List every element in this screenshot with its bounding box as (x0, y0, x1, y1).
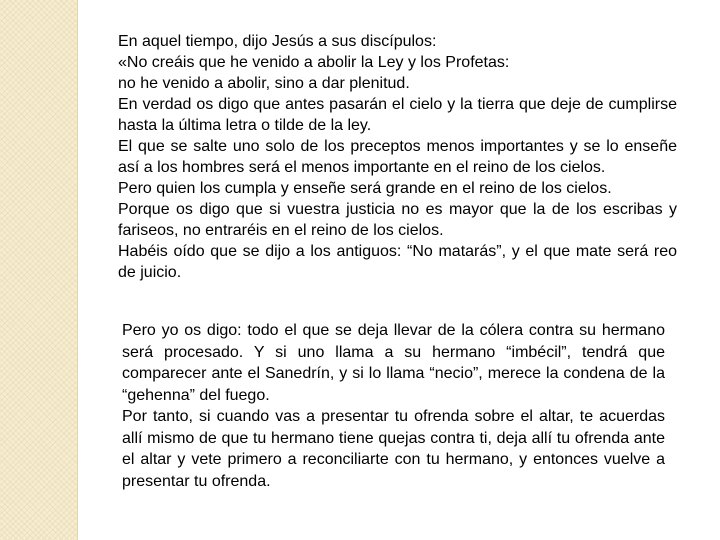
gospel-text-block-1 (118, 31, 677, 283)
paragraph-6: Pero yo os digo: todo el que se deja llevar de la cólera contra su hermano será procesado. Y si uno llama a su hermano “imbécil”, tendrá que comparecer ante el Sanedrín, y si lo llama “necio”, merece la condena de la “gehenna” del fuego. (122, 322, 665, 404)
paragraph-5: Habéis oído que se dijo a los antiguos: “No matarás”, y el que mate será reo de juicio. (118, 243, 677, 281)
quote-line-2: no he venido a abolir, sino a dar plenitud. (118, 75, 410, 92)
paragraph-2: El que se salte uno solo de los preceptos menos importantes y se lo enseñe así a los hombres será el menos importante en el reino de los cielos. (118, 138, 677, 176)
paragraph-1: En verdad os digo que antes pasarán el cielo y la tierra que deje de cumplirse hasta la última letra o tilde de la ley. (118, 96, 677, 134)
paragraph-4: Porque os digo que si vuestra justicia no es mayor que la de los escribas y fariseos, no entraréis en el reino de los cielos. (118, 201, 677, 239)
quote-line-1: «No creáis que he venido a abolir la Ley y los Profetas: (118, 54, 510, 71)
decorative-side-band (0, 0, 78, 540)
paragraph-7: Por tanto, si cuando vas a presentar tu ofrenda sobre el altar, te acuerdas allí mismo de que tu hermano tiene quejas contra ti, deja allí tu ofrenda ante el altar y vete primero a reconciliarte con tu hermano, y entonces vuelve a presentar tu ofrenda. (122, 408, 665, 490)
intro-line: En aquel tiempo, dijo Jesús a sus discípulos: (118, 33, 437, 50)
paragraph-3: Pero quien los cumpla y enseñe será grande en el reino de los cielos. (118, 180, 612, 197)
gospel-text-block-2 (122, 320, 665, 492)
